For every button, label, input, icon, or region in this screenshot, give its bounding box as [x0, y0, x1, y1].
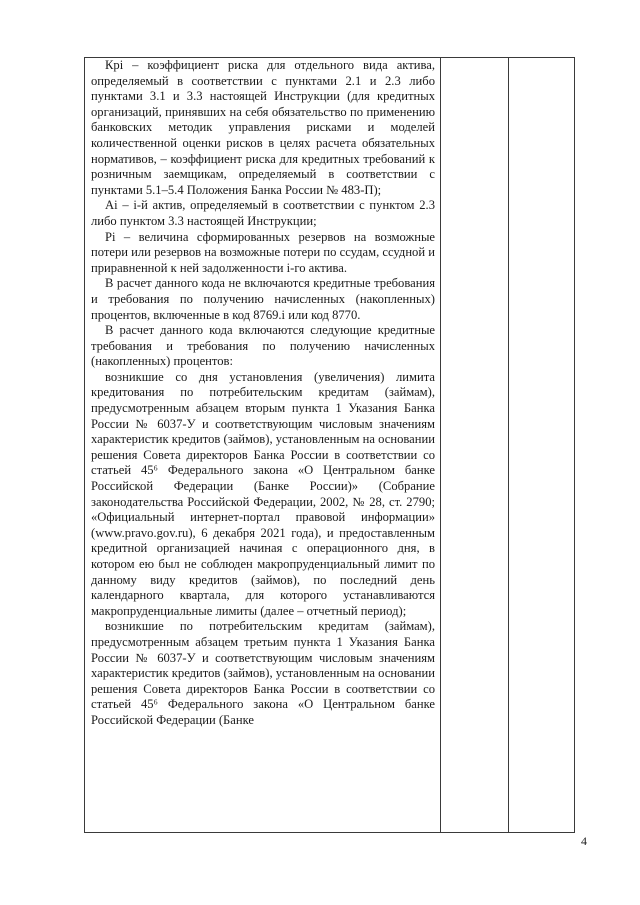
- column-divider: [508, 58, 509, 832]
- page-number: 4: [581, 834, 587, 848]
- paragraph-included: В расчет данного кода включаются следующие кредитные требования и требования по получению начисленных (накопленных) процентов:: [91, 323, 435, 369]
- document-table: [84, 57, 575, 833]
- description-column: [91, 58, 435, 729]
- paragraph-pi: Pi – величина сформированных резервов на возможные потери или резервов на возможные потери по ссудам, ссудной и приравненной к ней задолженности i-го актива.: [91, 229, 435, 275]
- paragraph-kr: Крi – коэффициент риска для отдельного вида актива, определяемый в соответствии с пунктами 2.1 и 2.3 либо пунктами 3.1 и 3.3 настоящей Инструкции (для кредитных организаций, принявших на себя обязательство по применению банковских методик управления рисками и моделей количественной оценки рисков в целях расчета обязательных нормативов, – коэффициент риска для кредитных требований к розничным заемщикам, определяемый в соответствии с пунктами 5.1–5.4 Положения Банка России № 483-П);: [91, 58, 435, 197]
- paragraph-ai: Ai – i-й актив, определяемый в соответствии с пунктом 2.3 либо пунктом 3.3 настоящей Инструкции;: [91, 198, 435, 228]
- paragraph-item-2: возникшие по потребительским кредитам (займам), предусмотренным абзацем третьим пункта 1 Указания Банка России № 6037-У и соответствующим числовым значениям характеристик кредитов (займов), установленным на основании решения Совета директоров Банка России в соответствии со статьей 45⁶ Федерального закона «О Центральном банке Российской Федерации (Банке: [91, 619, 435, 727]
- paragraph-excluded: В расчет данного кода не включаются кредитные требования и требования по получению начисленных (накопленных) процентов, включенные в код 8769.i или код 8770.: [91, 276, 435, 322]
- column-divider: [440, 58, 441, 832]
- paragraph-item-1: возникшие со дня установления (увеличения) лимита кредитования по потребительским кредитам (займам), предусмотренным абзацем вторым пункта 1 Указания Банка России № 6037-У и соответствующим числовым значениям характеристик кредитов (займов), установленным на основании решения Совета директоров Банка России в соответствии со статьей 45⁶ Федерального закона «О Центральном банке Российской Федерации (Банке России)» (Собрание законодательства Российской Федерации, 2002, № 28, ст. 2790; «Официальный интернет-портал правовой информации» (www.pravo.gov.ru), 6 декабря 2021 года), и предоставленным кредитной организацией начиная с операционного дня, в котором ею был не соблюден макропруденциальный лимит по данному виду кредитов (займов), по последний день календарного квартала, для которого устанавливаются макропруденциальные лимиты (далее – отчетный период);: [91, 369, 435, 618]
